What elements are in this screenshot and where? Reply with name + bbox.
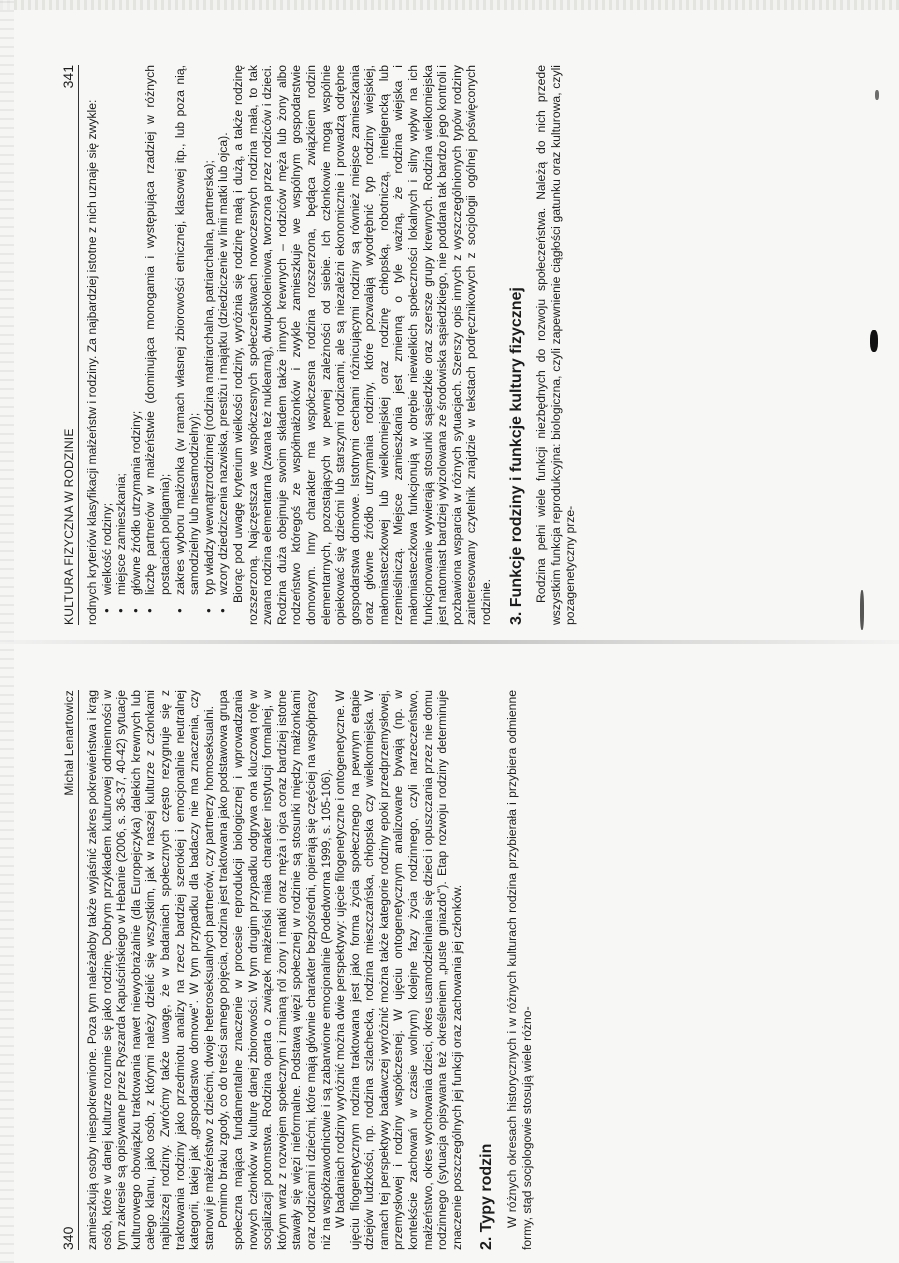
running-head-author: Michał Lenartowicz [62,690,76,796]
list-item: ● liczbę partnerów w małżeństwie (dominująca monogamia i występująca rzadziej w różnych postaciach poligamia); [143,65,172,607]
page-body [85,690,534,1250]
body-paragraph: Biorąc pod uwagę kryterium wielkości rodziny, wyróżnia się rodzinę małą i dużą, a także rodzinę rozszerzoną. Najczęstsza we współczesnych społeczeństwach nowoczesnych rodzina mała, to tak zwana rodzina elementarna (zwana też nuklearną), dwupokoleniowa, tworzona przez rodziców i dzieci. Rodzina duża obejmuje swoim składem także innych krewnych – rodziców męża lub żony albo rodzeństwo któregoś ze współmałżonków i zwykle zamieszkuje we wspólnym gospodarstwie domowym. Inny charakter ma współczesna rodzina rozszerzona, będąca związkiem rodzin elementarnych, pozostających w pewnej zależności od siebie. Ich członkowie mogą wspólnie opiekować się dziećmi lub starszymi rodzicami, ale są niezależni ekonomicznie i prowadzą odrębne gospodarstwa domowe. Istotnymi cechami różnicującymi rodziny są również miejsce zamieszkania oraz główne źródło utrzymania rodziny, które pozwalają wyodrębnić typ rodziny wiejskiej, małomiasteczkowej lub wielkomiejskiej oraz rodzinę chłopską, robotniczą, inteligencką lub rzemieślniczą. Miejsce zamieszkania jest zmienną o tyle ważną, że rodzina wiejska i małomiasteczkowa funkcjonują w obrębie niewielkich społeczności lokalnych i silny wpływ na ich funkcjonowanie wywierają stosunki sąsiedzkie oraz szersze grupy krewnych. Rodzina wielkomiejska jest natomiast bardziej wyizolowana ze środowiska sąsiedzkiego, nie poddana tak bardzo jego kontroli i pozbawiona wsparcia w różnych sytuacjach. Szerszy opis innych z wyszczególnionych typów rodziny zainteresowany czytelnik znajdzie w tekstach podręcznikowych z socjologii ogólnej poświęconych rodzinie. [230,65,494,625]
list-item: ● wzory dziedziczenia nazwiska, prestiżu i majątku (dziedziczenie w linii matki lub ojca). [216,65,231,607]
page-right [60,65,820,625]
list-item: ● miejsce zamieszkania; [114,65,129,607]
scan-speck [870,330,878,352]
body-paragraph: W badaniach rodziny wyróżnić można dwie perspektywy: ujęcie filogenetyczne i ontogenetyczne. W ujęciu filogenetycznym rodzina traktowana jest jako forma życia społecznego na pewnym etapie dziejów ludzkości, np. rodzina szlachecka, rodzina mieszczańska, chłopska czy wielkomiejska. W ramach tej perspektywy badawczej wyróżnić można także kategorie rodziny epoki przedprzemysłowej, przemysłowej i rodziny współczesnej. W ujęciu ontogenetycznym analizowane bywają (np. w kontekście zachowań w czasie wolnym) kolejne fazy życia rodzinnego, czyli narzeczeństwo, małżeństwo, okres wychowania dzieci, okres usamodzielniania się dzieci i opuszczania przez nie domu rodzinnego (sytuacja opisywana też określeniem „puste gniazdo"). Etap rozwoju rodziny determinuje znaczenie poszczególnych jej funkcji oraz zachowania jej członków. [333,690,464,1250]
running-head [60,690,79,1250]
body-paragraph: Pomimo braku zgody, co do treści samego pojęcia, rodzina jest traktowana jako podstawowa grupa społeczna mająca fundamentalne znaczenie w procesie reprodukcji biologicznej i wprowadzania nowych członków w kulturę danej zbiorowości. W tym drugim przypadku odgrywa ona kluczową rolę w socjalizacji potomstwa. Rodzina oparta o związek małżeński miała charakter instytucji formalnej, w którym wraz z rozwojem społecznym i zmianą ról żony i matki oraz męża i ojca coraz bardziej istotne stawały się więzi nieformalne. Podstawą więzi społecznej w rodzinie są stosunki między małżonkami oraz rodzicami i dziećmi, które mają głównie charakter bezpośredni, opierają się częściej na współpracy niż na współzawodnictwie i są zabarwione emocjonalnie (Podedworna 1999, s. 105-106). [216,690,333,1250]
list-item: ● główne źródło utrzymania rodziny; [129,65,144,607]
body-paragraph: zamieszkują osoby niespokrewnione. Poza tym należałoby także wyjaśnić zakres pokrewieństwa i krąg osób, które w danej kulturze rozumie się jako rodzinę. Dobrym przykładem kulturowej odmienności w tym zakresie są opisywane przez Ryszarda Kapuścińskiego w Hebanie (2006, s. 36-37, 40-42) sytuacje kulturowego obowiązku traktowania nawet niewyobrażalnie (dla Europejczyka) dalekich krewnych lub całego klanu, jako osób, z którymi należy dzielić się wszystkim, jak w naszej kulturze z członkami najbliższej rodziny. Zwróćmy także uwagę, że w badaniach społecznych często rezygnuje się z traktowania rodziny jako przedmiotu analizy na rzecz bardziej szerokiej i emocjonalnie neutralnej kategorii, takiej jak „gospodarstwo domowe". W tym przypadku dla badaczy nie ma znaczenia, czy stanowi je małżeństwo z dziećmi, dwoje heteroseksualnych partnerów, czy partnerzy homoseksualni. [85,690,216,1250]
criteria-list [100,65,231,625]
scan-edge-top [0,0,899,10]
page-left [60,690,820,1250]
scan-speck [860,590,864,630]
list-item: ● wielkość rodziny; [100,65,115,607]
list-item: ● zakres wyboru małżonka (w ramach własnej zbiorowości etnicznej, klasowej itp., lub poza nią, samodzielny lub niesamodzielny); [173,65,202,607]
section-heading: 2. Typy rodzin [478,1143,496,1250]
section-paragraph: Rodzina pełni wiele funkcji niezbędnych do rozwoju społeczeństwa. Należą do nich przede wszystkim funkcja reprodukcyjna: biologiczna, czyli zapewnienie ciągłości gatunku oraz kulturowa, czyli pozagenetyczny prze- [534,65,578,625]
list-item: ● typ władzy wewnątrzrodzinnej (rodzina matriarchalna, patriarchalna, partnerska); [202,65,217,607]
page-number: 341 [60,65,76,89]
page-body [85,65,578,625]
section-heading: 3. Funkcje rodziny i funkcje kultury fizycznej [507,287,525,625]
intro-paragraph: rodnych kryteriów klasyfikacji małżeństw i rodziny. Za najbardziej istotne z nich uznaje się zwykle: [85,99,99,625]
page-number: 340 [60,1226,76,1250]
scan-speck [875,90,879,100]
book-gutter [0,640,899,644]
scan-edge-left [0,0,14,1263]
running-head-title: KULTURA FIZYCZNA W RODZINIE [62,428,76,625]
running-head [60,65,79,625]
section-paragraph: W różnych okresach historycznych i w różnych kulturach rodzina przybierała i przybiera odmienne formy, stąd socjologowie stosują wiele różno- [505,690,534,1250]
